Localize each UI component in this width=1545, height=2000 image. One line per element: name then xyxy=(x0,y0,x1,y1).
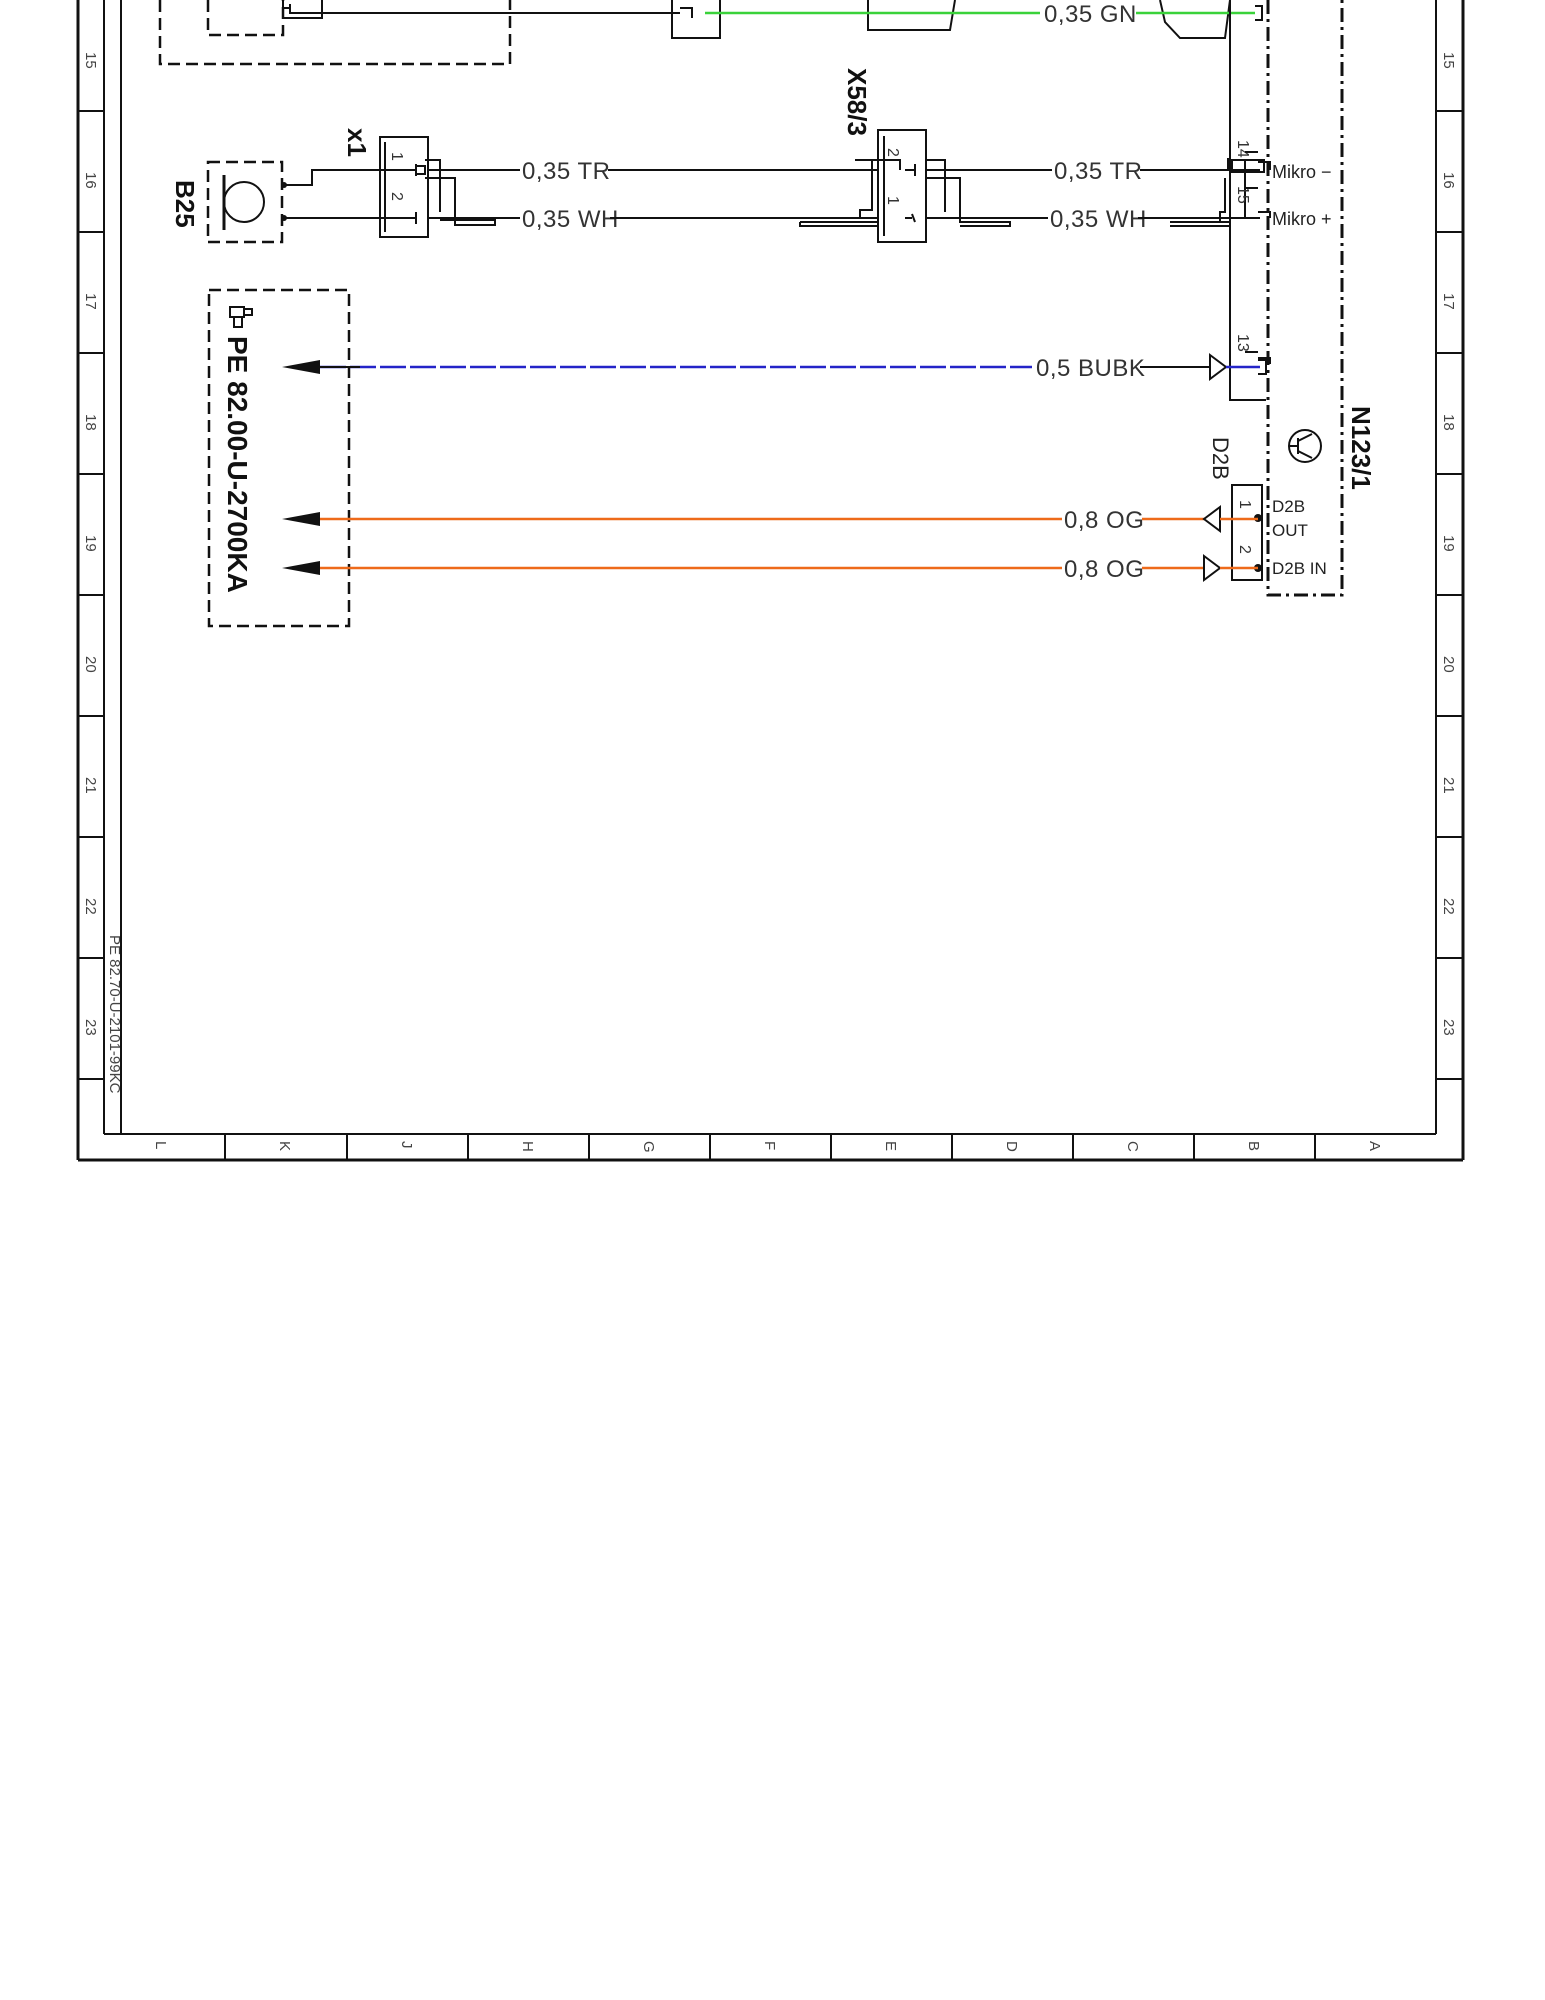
row-label: 16 xyxy=(1440,172,1457,189)
microphone-label: B25 xyxy=(170,180,200,228)
row-label: 19 xyxy=(82,535,99,552)
pin-label: 2 xyxy=(388,192,405,201)
pin-label: 1 xyxy=(884,196,901,205)
row-label: 16 xyxy=(82,172,99,189)
connector-x58-label: X58/3 xyxy=(842,68,872,136)
row-label: 21 xyxy=(82,777,99,794)
document-id: PE 82.70-U-2101-99KC xyxy=(106,935,123,1094)
arrow-og-out-left xyxy=(282,512,320,526)
connector-d2b xyxy=(1208,437,1262,580)
wire-mic-tr xyxy=(284,170,405,185)
module-pins-block xyxy=(1230,0,1270,400)
row-label: 23 xyxy=(82,1019,99,1036)
column-label: B xyxy=(1245,1141,1262,1152)
pin-label: 1 xyxy=(1236,500,1253,509)
pin-label: 13 xyxy=(1234,334,1251,352)
microphone-b25 xyxy=(170,162,287,242)
wire-label-og-out: 0,8 OG xyxy=(1064,507,1145,534)
terminal-d2b-out-1: D2B xyxy=(1272,497,1306,516)
wire-label-og-in: 0,8 OG xyxy=(1064,556,1145,583)
row-label: 22 xyxy=(1440,898,1457,915)
column-label: L xyxy=(152,1141,169,1150)
wire-label-green: 0,35 GN xyxy=(1044,1,1137,28)
column-label: D xyxy=(1003,1141,1020,1152)
pin-label: 15 xyxy=(1234,186,1251,204)
row-labels-left xyxy=(82,52,99,1036)
column-label: G xyxy=(640,1141,657,1153)
row-label: 22 xyxy=(82,898,99,915)
row-label: 20 xyxy=(1440,656,1457,673)
pin-label: 1 xyxy=(388,152,405,161)
row-label: 17 xyxy=(82,293,99,310)
row-label: 18 xyxy=(1440,414,1457,431)
pin-label: 2 xyxy=(1236,545,1253,554)
pin-label: 2 xyxy=(884,148,901,157)
column-label: C xyxy=(1124,1141,1141,1152)
reference-text: PE 82.00-U-2700KA xyxy=(222,336,253,593)
module-label: N123/1 xyxy=(1346,406,1376,490)
row-label: 15 xyxy=(1440,52,1457,69)
terminal-d2b-out-2: OUT xyxy=(1272,521,1308,540)
column-label: K xyxy=(276,1141,293,1152)
terminal-d2b-in: D2B IN xyxy=(1272,559,1327,578)
column-labels xyxy=(152,1141,1383,1153)
terminal-mikro-plus: Mikro + xyxy=(1272,209,1332,229)
pointing-hand-icon xyxy=(230,307,252,327)
row-label: 21 xyxy=(1440,777,1457,794)
arrow-bubk-right xyxy=(1210,355,1226,379)
wire-label-tr-left: 0,35 TR xyxy=(522,158,611,185)
module-n123-1 xyxy=(1272,162,1376,578)
row-ticks xyxy=(78,111,1463,1079)
wire-label-wh-left: 0,35 WH xyxy=(522,206,619,233)
d2b-connector-label: D2B xyxy=(1208,437,1233,480)
row-label: 15 xyxy=(82,52,99,69)
row-label: 19 xyxy=(1440,535,1457,552)
column-label: E xyxy=(882,1141,899,1152)
wire-label-bubk: 0,5 BUBK xyxy=(1036,355,1146,382)
row-label: 17 xyxy=(1440,293,1457,310)
pin-label: 14 xyxy=(1234,140,1251,158)
column-label: H xyxy=(519,1141,536,1152)
row-labels-right xyxy=(1440,52,1457,1036)
arrow-bubk-left xyxy=(282,360,320,374)
column-label: F xyxy=(761,1141,778,1151)
wire-label-wh-right: 0,35 WH xyxy=(1050,206,1147,233)
connector-x58-3 xyxy=(800,68,1010,242)
reference-box xyxy=(209,290,349,626)
arrow-og-out-right xyxy=(1204,507,1220,531)
connector-x1-label: x1 xyxy=(342,128,372,157)
column-label: A xyxy=(1366,1141,1383,1152)
transistor-icon xyxy=(1289,430,1321,462)
wire-label-tr-right: 0,35 TR xyxy=(1054,158,1143,185)
connector-x1 xyxy=(342,128,495,237)
terminal-mikro-minus: Mikro − xyxy=(1272,162,1332,182)
row-label: 20 xyxy=(82,656,99,673)
arrow-og-in-left xyxy=(282,561,320,575)
row-label: 23 xyxy=(1440,1019,1457,1036)
arrow-og-in-right xyxy=(1204,556,1220,580)
row-label: 18 xyxy=(82,414,99,431)
column-label: J xyxy=(398,1141,415,1149)
